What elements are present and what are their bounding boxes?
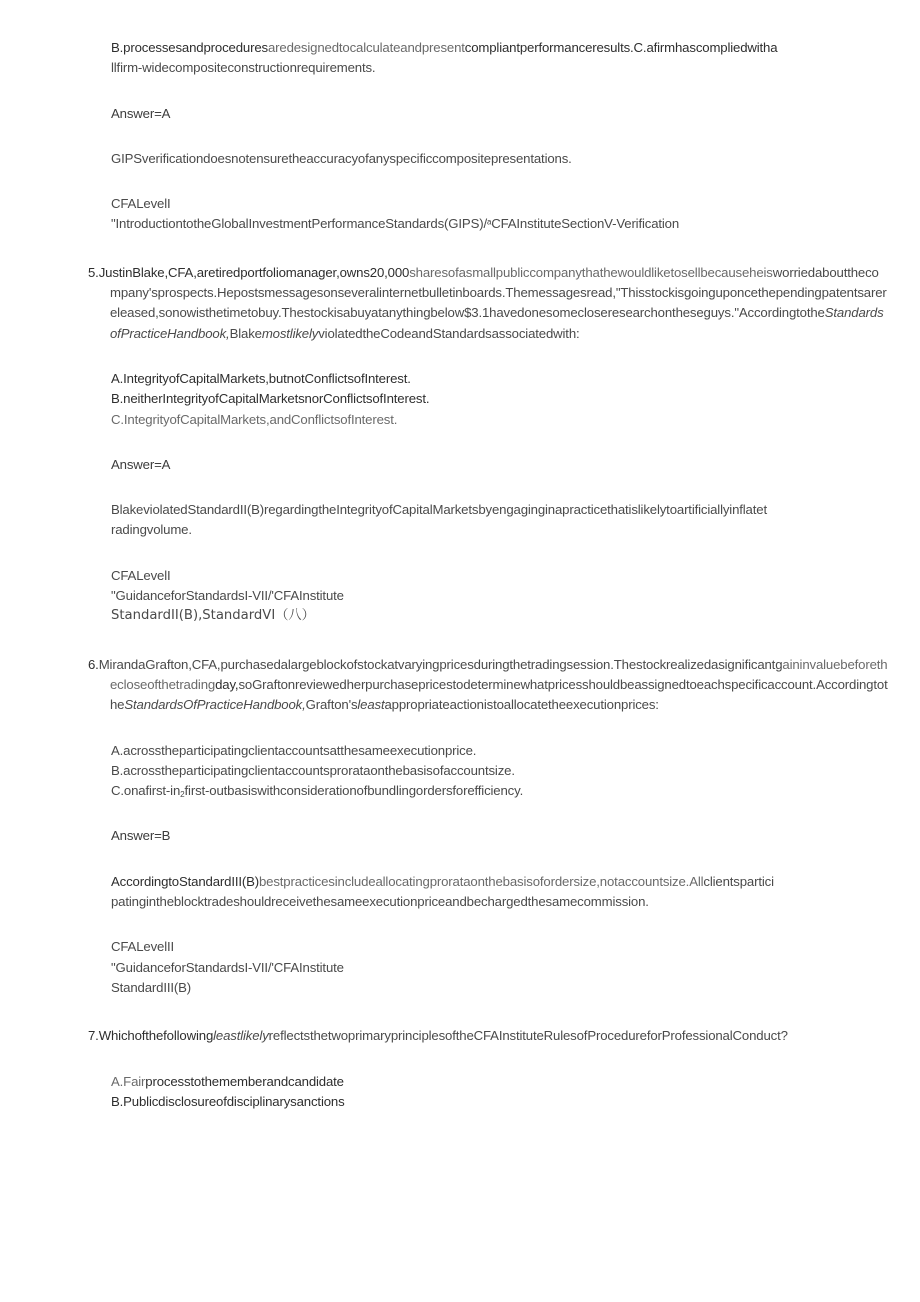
question-5-options — [111, 369, 888, 430]
spacer — [88, 169, 888, 194]
q7-text-1: Whichofthefollowing — [98, 1028, 214, 1044]
q6-text-2: aininvaluebeforethecloseofthetrading — [110, 656, 888, 692]
q6-option-b: B.acrosstheparticipatingclientaccountsprorataonthebasisofaccountsize. — [111, 762, 515, 778]
q6-text-4: soGraftonreviewedherpurchasepricestodeterminewhatpricesshouldbeassi — [238, 676, 658, 692]
q7-option-a-mid: processtothemember — [145, 1073, 267, 1089]
q4-ref-level: CFALevelI — [111, 196, 171, 212]
question-6-reference — [111, 937, 888, 998]
q6-ref-standard: StandardIII(B) — [111, 979, 191, 995]
question-6-answer: Answer=B — [111, 828, 171, 844]
question-5-answer: Answer=A — [111, 456, 171, 472]
spacer — [88, 627, 888, 655]
q6-option-c-head: C.onafirst-in — [111, 783, 181, 799]
spacer — [88, 235, 888, 263]
q6-text-9: appropriateactionistoalloca — [384, 697, 538, 713]
q5-ref-source: "GuidanceforStandardsI-VII/'CFAInstitute — [111, 588, 344, 604]
q5-text-9: violatedtheCodeandS — [318, 325, 442, 341]
q7-option-a — [111, 1072, 888, 1092]
q5-text-2: sharesofasmallpubliccompanythathewouldliketosellbecauseheis — [409, 264, 773, 280]
q5-text-3: worriedaboutthecompany'sprospects.Hepostsmessagesonseveralinternetbulletinboards.Themessagesread,"Thisstoc — [110, 264, 879, 301]
q5-text-5: somecloseresearchontheseguys."Accordingtothe — [545, 305, 825, 321]
spacer — [88, 716, 888, 741]
q4-ref-source-a: "IntroductiontotheGlobalInvestmentPerformanceStandards(GIPS)/ — [111, 216, 487, 232]
question-6-stem — [88, 655, 888, 716]
q6-option-c — [111, 781, 888, 801]
question-5-reference — [111, 566, 888, 627]
q5-text-4: kisgoinguponcethependingpatentsarereleased,sonowisthetimetobuy.Thestockisabuyatanythingbelow$3.1havedone — [110, 285, 887, 321]
q5-text-1: JustinBlake,CFA,aretiredportfoliomanager,owns20,000 — [98, 264, 410, 280]
q5-option-c: C.IntegrityofCapitalMarkets,andConflictsofInterest. — [111, 411, 398, 427]
q4-option-b-mid: aredesignedtocalculateandpresent — [267, 40, 465, 55]
q7-option-b: B.Publicdisclosureofdisciplinarysanctions — [111, 1093, 345, 1109]
question-7-stem — [88, 1026, 888, 1046]
q6-text-3: day, — [215, 676, 239, 692]
q5-text-10: tandardsassociatedwith: — [441, 325, 580, 341]
question-6-number: 6. — [88, 656, 99, 672]
q7-option-a-tail: andcandidate — [266, 1073, 344, 1089]
q6-explanation-part-2: bestpracticesincludeallocatingprorataonthebasisofordersize,notaccountsize.All — [258, 873, 704, 889]
spacer — [88, 79, 888, 104]
q5-mostlikely-italic: mostlikely — [261, 325, 319, 341]
q6-explanation-part-1: AccordingtoStandardIII(B) — [111, 873, 259, 889]
q6-text-1: MirandaGrafton,CFA,purchasedalargeblockofstockatvaryingpricesduringthetradingsession.Thestockrealizedasignificantg — [98, 656, 783, 672]
question-7-options — [111, 1072, 888, 1113]
question-4-explanation: GIPSverificationdoesnotensuretheaccuracyofanyspecificcompositepresentations. — [111, 150, 572, 166]
q7-option-a-head: A.Fair — [111, 1073, 146, 1089]
q7-text-4: ct? — [770, 1028, 788, 1044]
spacer — [88, 124, 888, 149]
spacer — [88, 912, 888, 937]
q6-text-5: gnedtoeachspecificaccount.Accordingtothe — [110, 676, 888, 713]
q5-option-b: B.neitherIntegrityofCapitalMarketsnorConflictsofInterest. — [111, 391, 430, 407]
q6-ref-source: "GuidanceforStandardsI-VII/'CFAInstitute — [111, 959, 344, 975]
q5-text-7: Blake — [229, 325, 262, 341]
q4-ref-source — [111, 214, 888, 234]
question-6-options — [111, 741, 888, 802]
q5-option-a: A.IntegrityofCapitalMarkets,butnotConflictsofInterest. — [111, 370, 411, 386]
spacer — [88, 847, 888, 872]
question-4-answer: Answer=A — [111, 105, 171, 121]
q6-option-c-tail: first-outbasiswithconsiderationofbundlingordersforefficiency. — [184, 783, 524, 799]
q6-explanation-part-3: clientspartici — [703, 873, 774, 889]
q6-option-c-subscript: 2 — [180, 789, 185, 799]
q4-ref-source-b: CFAInstituteSectionV-Verification — [491, 216, 680, 232]
q6-least-italic: least — [357, 697, 385, 713]
spacer — [88, 541, 888, 566]
spacer — [88, 801, 888, 826]
q4-option-b-label: B.processesandprocedures — [111, 40, 268, 55]
q5-ref-standard: StandardII(B),StandardVI（八） — [111, 608, 315, 624]
q6-explanation-part-4: patingintheblocktradeshouldreceivethesameexecutionpriceandbechargedthesamecommission. — [111, 894, 649, 910]
spacer — [88, 430, 888, 455]
q5-ref-level: CFALevelI — [111, 567, 171, 583]
q6-ref-level: CFALevelII — [111, 939, 175, 955]
question-4-options-tail — [111, 38, 888, 79]
q6-handbook-italic: StandardsOfPracticeHandbook, — [124, 697, 306, 713]
spacer — [88, 344, 888, 369]
q4-option-c-text: compliantperformanceresults.C.afirmhascompliedwitha — [464, 40, 778, 55]
q5-explanation-line-2: radingvolume. — [111, 522, 192, 538]
q5-explanation-line-1: BlakeviolatedStandardII(B)regardingtheIntegrityofCapitalMarketsbyengaginginapracticethatislikelytoartificiallyinflatet — [111, 502, 767, 518]
question-5-number: 5. — [88, 264, 99, 280]
spacer — [88, 998, 888, 1026]
q6-option-a: A.acrosstheparticipatingclientaccountsatthesameexecutionprice. — [111, 742, 477, 758]
question-5-explanation — [111, 500, 888, 541]
question-7-number: 7. — [88, 1028, 99, 1044]
spacer — [88, 475, 888, 500]
spacer — [88, 1047, 888, 1072]
q5-handbook-italic: StandardsofPracticeHandbook, — [110, 305, 884, 341]
q6-text-10: tetheexecutionprices: — [537, 697, 659, 713]
q4-ref-superscript: a — [486, 218, 492, 228]
document-content — [88, 38, 888, 1112]
question-6-explanation — [111, 872, 888, 913]
q7-leastlikely-italic: leastlikely — [213, 1028, 269, 1044]
q6-text-7: Grafton's — [305, 697, 358, 713]
question-4-reference — [111, 194, 888, 235]
q4-option-c-tail: llfirm-widecompositeconstructionrequirements. — [111, 60, 376, 76]
question-5-stem — [88, 263, 888, 344]
q7-text-3: reflectsthetwoprimaryprinciplesoftheCFAInstituteRulesofProcedureforProfessionalCondu — [268, 1028, 771, 1044]
